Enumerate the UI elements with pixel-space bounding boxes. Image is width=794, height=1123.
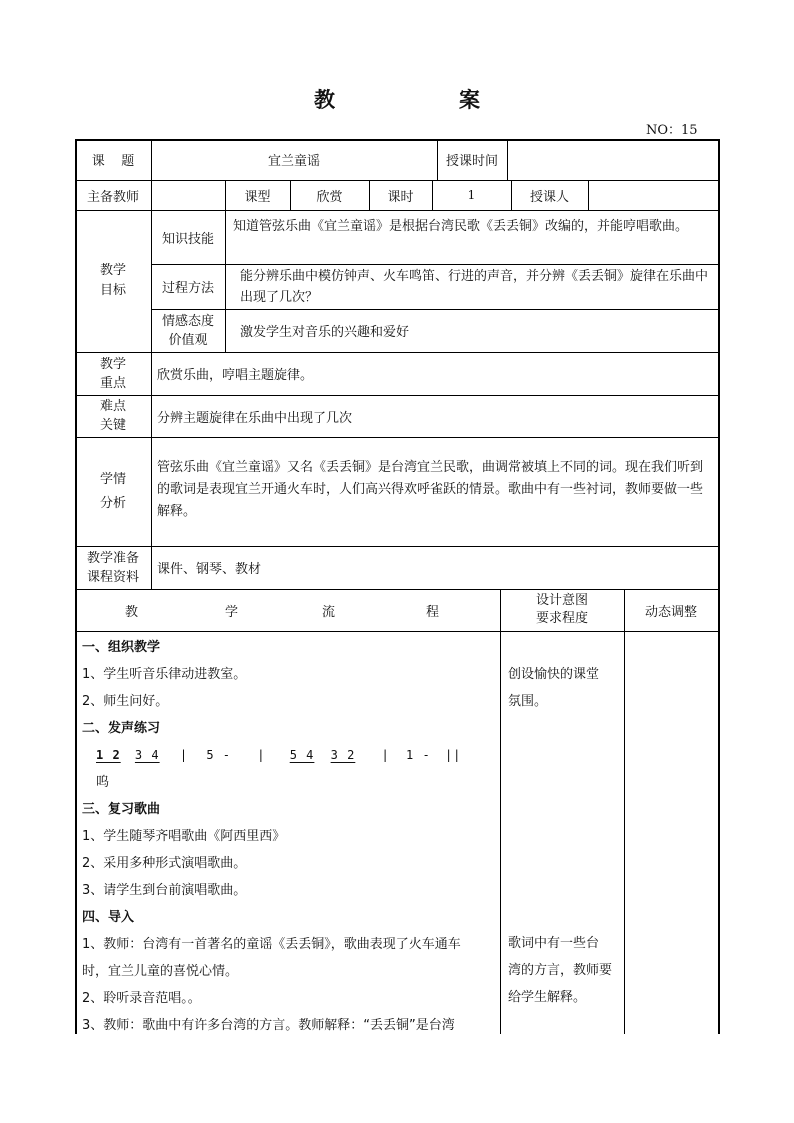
knowledge-skill-label: 知识技能	[161, 231, 214, 247]
section-intro-title: 四、导入	[82, 910, 135, 925]
music-notation: 1 2 3 4 | 5 - | 5 4 3 2 | 1 - ||	[96, 748, 462, 762]
knowledge-skill-text: 知道管弦乐曲《宜兰童谣》是根据台湾民歌《丢丢铜》改编的，并能哼唱歌曲。	[233, 219, 689, 234]
class-hours-value: 1	[467, 188, 476, 202]
topic-label: 课 题	[91, 154, 135, 169]
lesson-time-label: 授课时间	[445, 154, 498, 169]
list-item: 2、聆听录音范唱。。	[82, 991, 201, 1006]
document-number: NO：15	[646, 123, 698, 138]
list-item: 2、采用多种形式演唱歌曲。	[82, 856, 247, 871]
list-item: 3、教师：歌曲中有许多台湾的方言。教师解释：“丢丢铜”是台湾	[82, 1018, 455, 1033]
section-vocal-title: 二、发声练习	[82, 721, 161, 736]
teaching-goals-label: 教学 目标	[99, 263, 126, 298]
section-review-title: 三、复习歌曲	[82, 802, 161, 817]
process-method-text: 能分辨乐曲中模仿钟声、火车鸣笛、行进的声音，并分辨《丢丢铜》旋律在乐曲中出现了几次？	[240, 269, 709, 305]
topic-value: 宜兰童谣	[267, 154, 320, 169]
process-method-label: 过程方法	[161, 281, 214, 296]
list-item: 1、学生随琴齐唱歌曲《阿西里西》	[82, 829, 286, 844]
learning-analysis-label: 学情 分析	[99, 471, 126, 511]
dynamic-adjust-header: 动态调整	[644, 604, 697, 620]
class-hours-label: 课时	[387, 189, 414, 205]
list-item: 1、教师：台湾有一首著名的童谣《丢丢铜》，歌曲表现了火车通车	[82, 937, 461, 952]
process-header: 教 学 流 程	[125, 605, 440, 620]
difficulty-text: 分辨主题旋律在乐曲中出现了几次	[157, 410, 353, 426]
teaching-prep-label: 教学准备 课程资料	[86, 550, 139, 585]
main-teacher-label: 主备教师	[86, 189, 139, 205]
design-intent-header: 设计意图 要求程度	[535, 593, 588, 626]
document-title	[0, 84, 794, 114]
main-teacher-value[interactable]	[151, 180, 225, 210]
list-item: 3、请学生到台前演唱歌曲。	[82, 883, 247, 898]
lesson-type-label: 课型	[244, 189, 271, 205]
lesson-time-value[interactable]	[507, 139, 718, 180]
list-item-continued: 时，宜兰儿童的喜悦心情。	[82, 964, 239, 979]
design-note-1: 创设愉快的课堂 氛围。	[508, 667, 600, 709]
lecturer-label: 授课人	[529, 189, 569, 205]
emotion-attitude-label: 情感态度 价值观	[161, 313, 214, 348]
title-char-left: 教	[314, 87, 335, 112]
teaching-focus-label: 教学 重点	[99, 356, 126, 391]
notation-lyric: 呜	[96, 775, 110, 790]
teaching-prep-text: 课件、钢琴、教材	[157, 562, 262, 577]
design-note-2: 歌词中有一些台 湾的方言，教师要 给学生解释。	[508, 936, 613, 1005]
lesson-type-value: 欣赏	[316, 189, 343, 205]
learning-analysis-text: 管弦乐曲《宜兰童谣》又名《丢丢铜》是台湾宜兰民歌，曲调常被填上不同的词。现在我们听到的歌词是表现宜兰开通火车时，人们高兴得欢呼雀跃的情景。歌曲中有一些衬词，教师要做一些解释。	[157, 460, 704, 519]
lecturer-value[interactable]	[588, 180, 718, 210]
teaching-focus-text: 欣赏乐曲，哼唱主题旋律。	[157, 368, 314, 383]
list-item: 1、学生听音乐律动进教室。	[82, 667, 247, 682]
list-item: 2、师生问好。	[82, 694, 169, 709]
section-organize-title: 一、组织教学	[82, 640, 161, 655]
teaching-process-content	[82, 634, 496, 1039]
difficulty-label: 难点 关键	[99, 399, 126, 433]
emotion-attitude-text: 激发学生对音乐的兴趣和爱好	[240, 325, 410, 340]
title-char-right: 案	[459, 87, 480, 112]
